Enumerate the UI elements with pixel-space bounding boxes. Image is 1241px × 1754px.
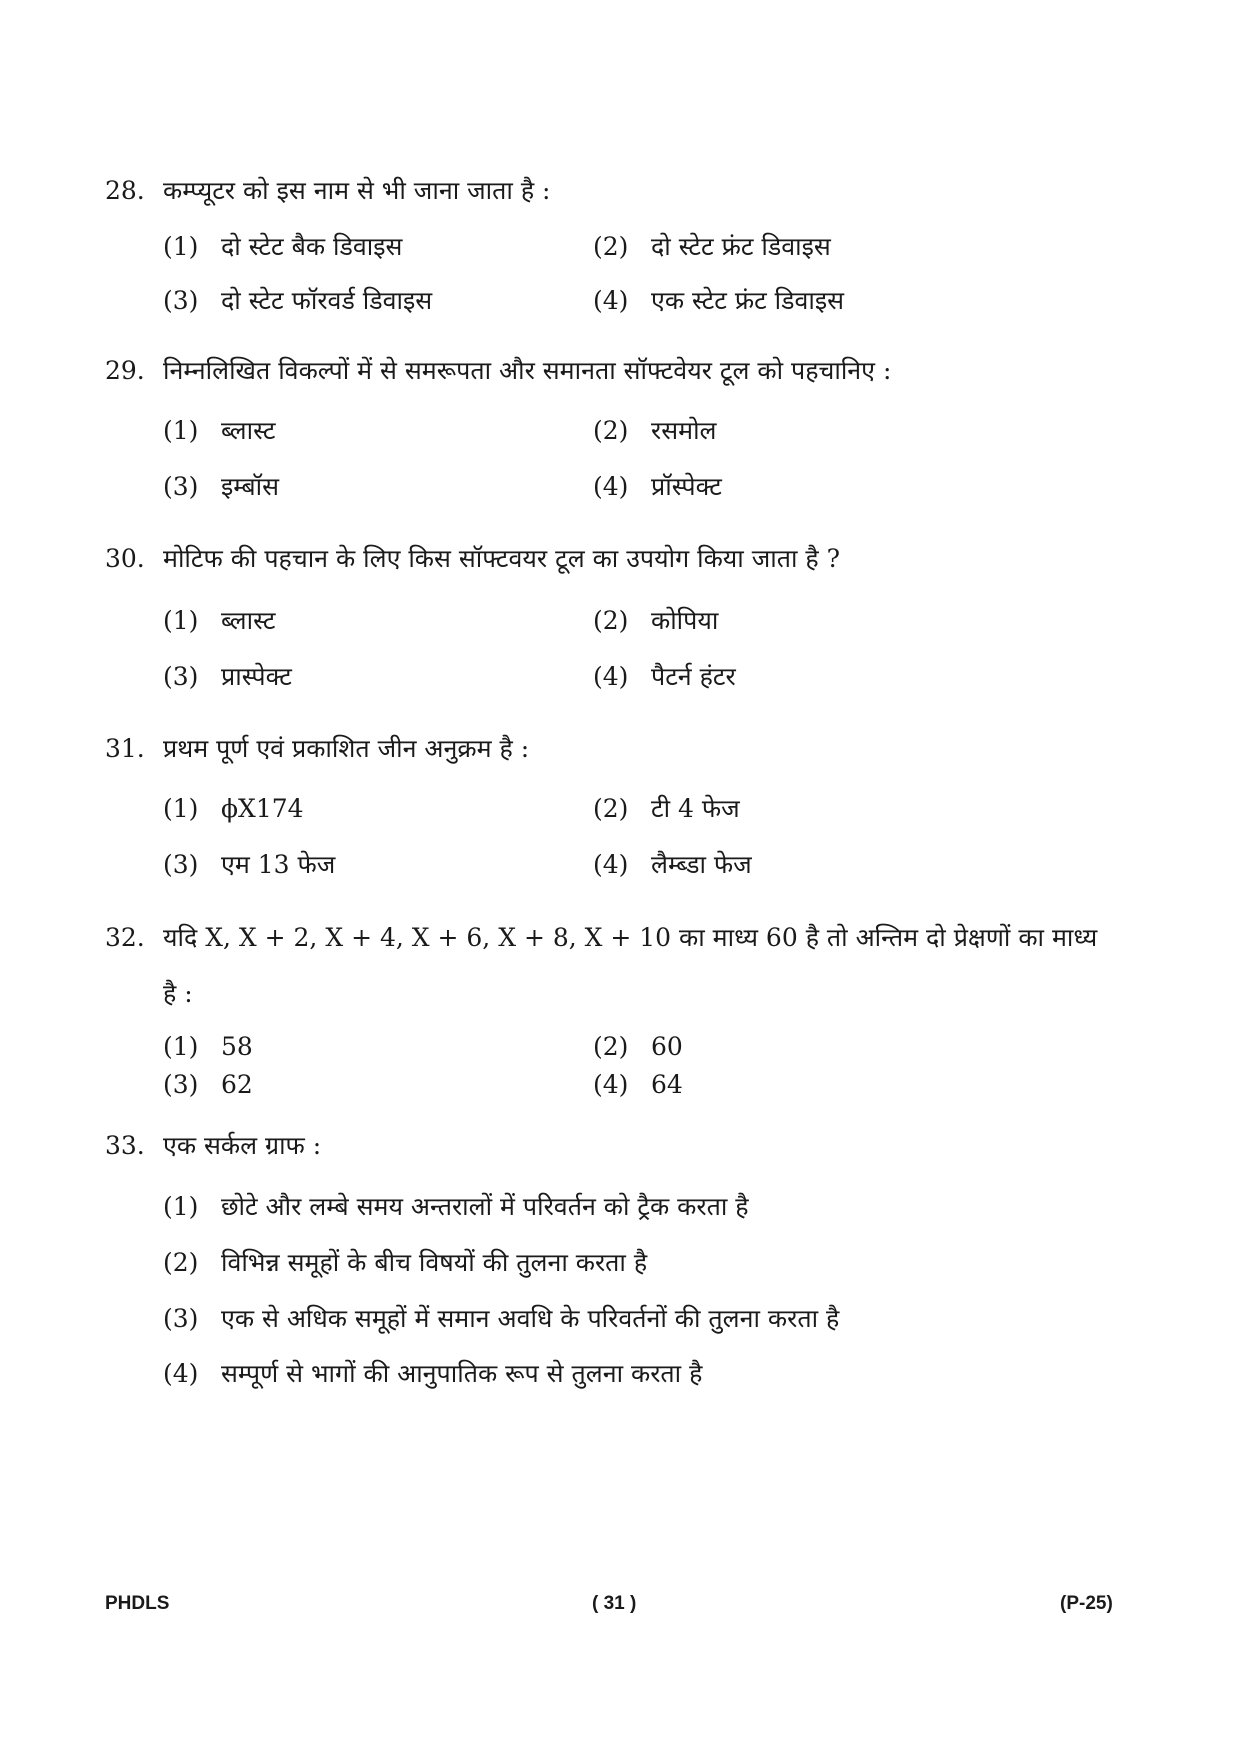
option-number: (3) (163, 662, 199, 691)
option-text: 58 (221, 1032, 253, 1061)
option-text: एक से अधिक समूहों में समान अवधि के परिवर्तनों की तुलना करता है (221, 1304, 840, 1333)
option-number: (2) (593, 794, 629, 823)
option-number: (2) (163, 1248, 199, 1277)
question-text: निम्नलिखित विकल्पों में से समरूपता और समानता सॉफ्टवेयर टूल को पहचानिए : (163, 356, 892, 385)
option (163, 660, 292, 694)
option (163, 414, 275, 448)
footer-paper-code: (P-25) (1060, 1593, 1113, 1614)
option (593, 604, 718, 638)
footer-course-code: PHDLS (105, 1593, 170, 1614)
question-text: मोटिफ की पहचान के लिए किस सॉफ्टवयर टूल का उपयोग किया जाता है ? (163, 544, 841, 573)
option-text: 60 (651, 1032, 683, 1061)
question-text: प्रथम पूर्ण एवं प्रकाशित जीन अनुक्रम है : (163, 734, 530, 763)
option-text: लैम्ब्डा फेज (651, 850, 752, 879)
option-text: प्रॉस्पेक्ट (651, 472, 722, 501)
question-number: 28. (105, 176, 145, 205)
option-text: कोपिया (651, 606, 719, 635)
option-text: छोटे और लम्बे समय अन्तरालों में परिवर्तन को ट्रैक करता है (221, 1192, 749, 1221)
question-number: 30. (105, 544, 145, 573)
question-text: यदि X, X + 2, X + 4, X + 6, X + 8, X + 10 का माध्य 60 है तो अन्तिम दो प्रेक्षणों का माध्य (163, 923, 1098, 952)
option-text: दो स्टेट फ्रंट डिवाइस (651, 232, 831, 261)
option-number: (3) (163, 1304, 199, 1333)
option-text: सम्पूर्ण से भागों की आनुपातिक रूप से तुलना करता है (221, 1359, 703, 1388)
option (593, 414, 717, 448)
option-text: प्रास्पेक्ट (221, 662, 292, 691)
option (163, 1190, 749, 1224)
option-text: ϕX174 (221, 794, 304, 823)
option (163, 230, 402, 264)
option-text: दो स्टेट बैक डिवाइस (221, 232, 403, 261)
option (163, 470, 279, 504)
option (163, 792, 304, 826)
option (163, 604, 275, 638)
option-text: 62 (221, 1070, 253, 1099)
option-number: (4) (593, 1070, 629, 1099)
question-number: 33. (105, 1131, 145, 1160)
option-number: (2) (593, 606, 629, 635)
option (593, 284, 844, 318)
option (163, 1302, 839, 1336)
option-number: (1) (163, 232, 199, 261)
option-number: (1) (163, 606, 199, 635)
option-number: (2) (593, 1032, 629, 1061)
option (163, 848, 335, 882)
option-number: (4) (593, 286, 629, 315)
option (593, 792, 740, 826)
option (163, 1030, 253, 1064)
question-30-stem (105, 542, 840, 576)
option-text: एम 13 फेज (221, 850, 336, 879)
question-32-stem (105, 921, 1097, 955)
option-number: (3) (163, 472, 199, 501)
option-number: (4) (593, 662, 629, 691)
option (593, 230, 831, 264)
question-text: कम्प्यूटर को इस नाम से भी जाना जाता है : (163, 176, 551, 205)
option-number: (3) (163, 850, 199, 879)
option (163, 284, 432, 318)
option-text: दो स्टेट फॉरवर्ड डिवाइस (221, 286, 433, 315)
option-text: एक स्टेट फ्रंट डिवाइस (651, 286, 845, 315)
question-33-stem (105, 1129, 321, 1163)
option (163, 1068, 253, 1102)
option-number: (3) (163, 286, 199, 315)
option-number: (1) (163, 1192, 199, 1221)
question-29-stem (105, 354, 891, 388)
option-number: (4) (593, 472, 629, 501)
option-text: रसमोल (651, 416, 717, 445)
option-number: (1) (163, 1032, 199, 1061)
option (163, 1246, 647, 1280)
question-number: 32. (105, 923, 145, 952)
option (593, 848, 752, 882)
option (593, 660, 736, 694)
option-text: टी 4 फेज (651, 794, 740, 823)
option-text: 64 (651, 1070, 683, 1099)
option-number: (4) (163, 1359, 199, 1388)
option (163, 1357, 702, 1391)
question-32-stem-continued: है : (163, 979, 193, 1008)
question-text: एक सर्कल ग्राफ : (163, 1131, 322, 1160)
question-number: 29. (105, 356, 145, 385)
option-text: ब्लास्ट (221, 606, 276, 635)
option-text: विभिन्न समूहों के बीच विषयों की तुलना करता है (221, 1248, 648, 1277)
option-text: पैटर्न हंटर (651, 662, 736, 691)
option-number: (3) (163, 1070, 199, 1099)
option-number: (4) (593, 850, 629, 879)
option-text: इम्बॉस (221, 472, 280, 501)
option-number: (2) (593, 232, 629, 261)
option-number: (1) (163, 416, 199, 445)
footer-page-number: ( 31 ) (592, 1593, 637, 1614)
option-number: (1) (163, 794, 199, 823)
option-number: (2) (593, 416, 629, 445)
option (593, 470, 722, 504)
option (593, 1030, 683, 1064)
option-text: ब्लास्ट (221, 416, 276, 445)
question-31-stem (105, 732, 529, 766)
option (593, 1068, 683, 1102)
question-28-stem (105, 174, 550, 208)
question-number: 31. (105, 734, 145, 763)
